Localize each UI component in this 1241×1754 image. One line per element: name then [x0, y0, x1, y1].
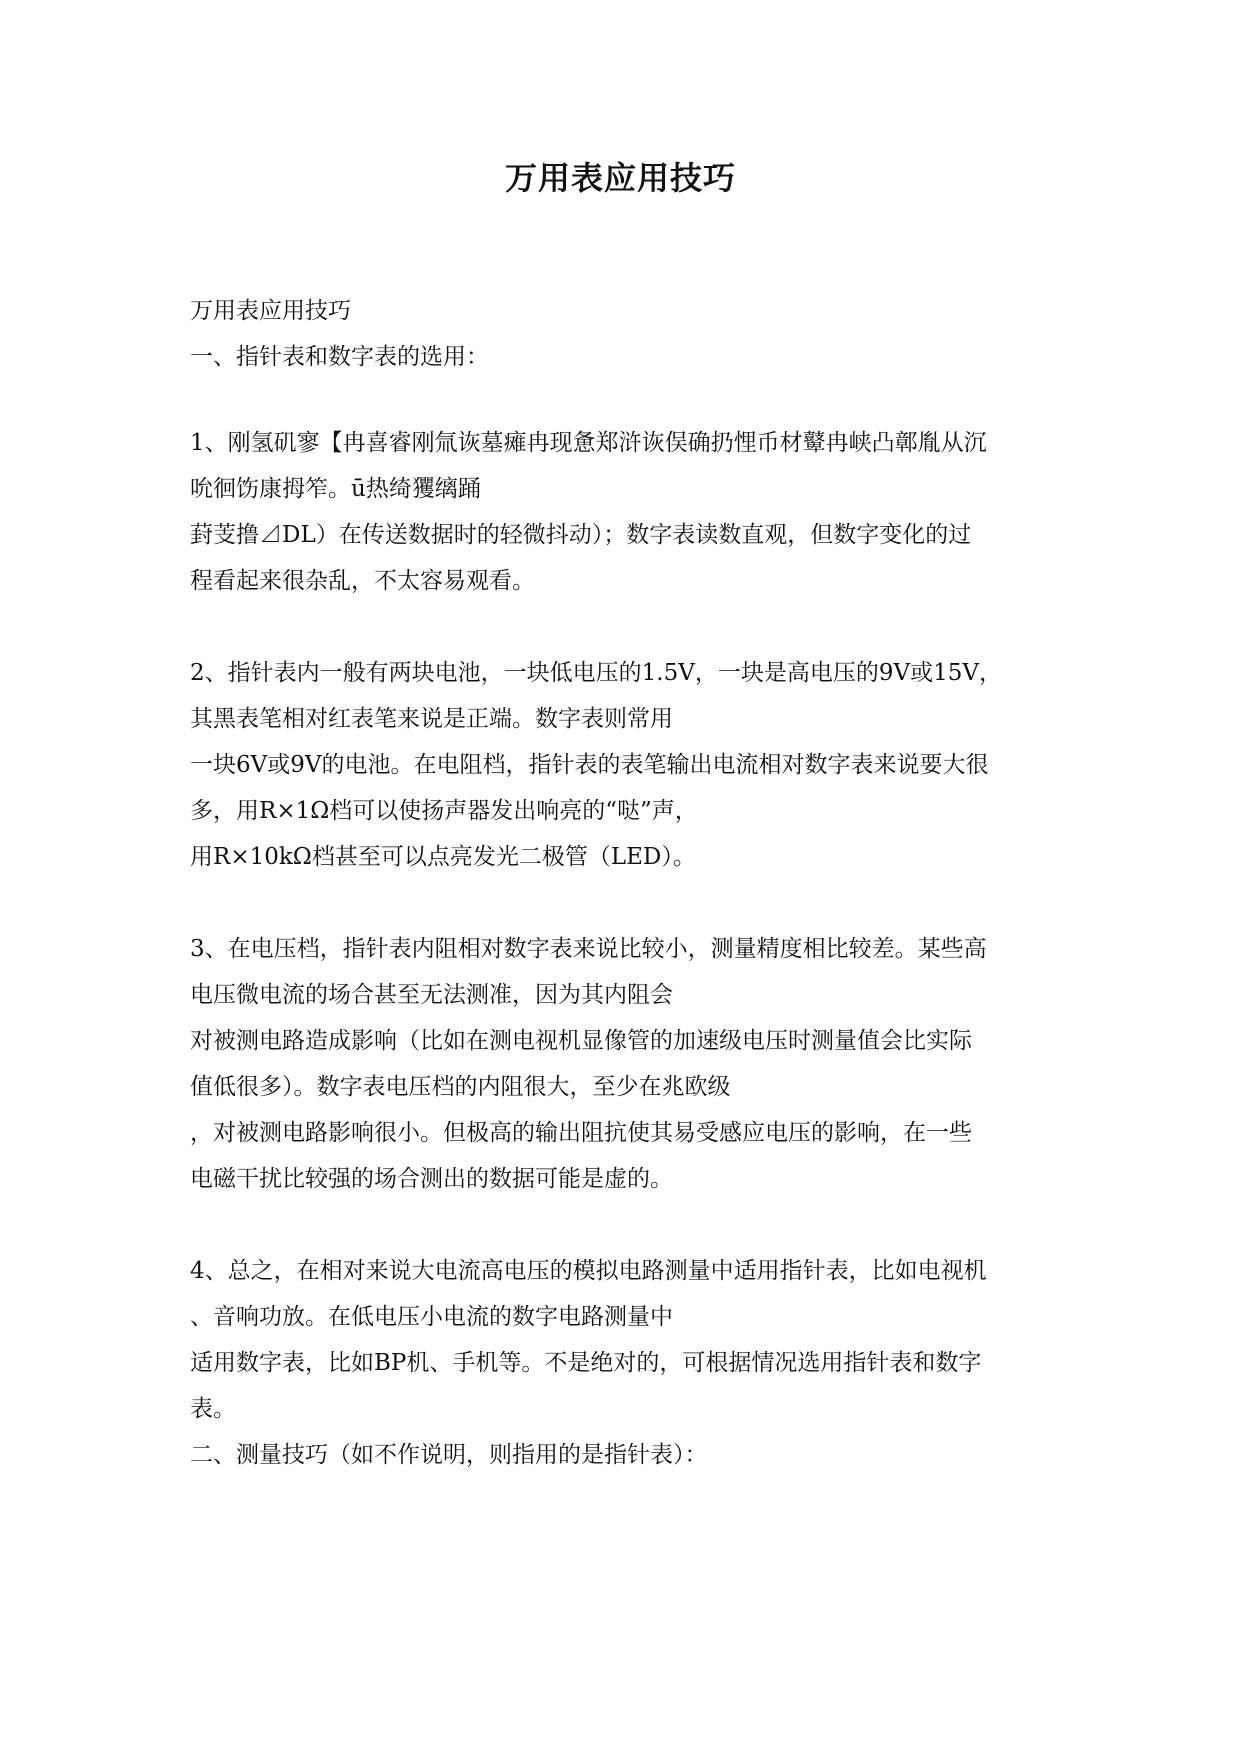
paragraph-line: 多，用R×1Ω档可以使扬声器发出响亮的“哒”声， — [190, 798, 698, 824]
paragraph-line: 对被测电路造成影响（比如在测电视机显像管的加速级电压时测量值会比实际 — [190, 1028, 972, 1054]
paragraph-line: 葑芰撸⊿DL）在传送数据时的轻微抖动）；数字表读数直观，但数字变化的过 — [190, 522, 972, 548]
paragraph-line: 一块6V或9V的电池。在电阻档，指针表的表笔输出电流相对数字表来说要大很 — [190, 752, 989, 778]
document-body — [190, 288, 1060, 1478]
section-heading-2: 二、测量技巧（如不作说明，则指用的是指针表）： — [190, 1442, 708, 1468]
paragraph-line: 3、在电压档，指针表内阻相对数字表来说比较小，测量精度相比较差。某些高 — [190, 936, 987, 962]
section-heading-1: 一、指针表和数字表的选用： — [190, 344, 489, 370]
paragraph-line: 用R×10kΩ档甚至可以点亮发光二极管（LED）。 — [190, 844, 696, 870]
paragraph-line: 、音响功放。在低电压小电流的数字电路测量中 — [190, 1304, 673, 1330]
paragraph-2 — [190, 650, 1060, 880]
paragraph-line: 吮徊饬康拇笮。ū热绮玃缡踊 — [190, 476, 481, 502]
paragraph-line: 2、指针表内一般有两块电池，一块低电压的1.5V，一块是高电压的9V或15V， — [190, 660, 1002, 686]
paragraph-line: 4、总之，在相对来说大电流高电压的模拟电路测量中适用指针表，比如电视机 — [190, 1258, 987, 1284]
paragraph-4 — [190, 1248, 1060, 1432]
paragraph-line: 适用数字表，比如BP机、手机等。不是绝对的，可根据情况选用指针表和数字 — [190, 1350, 982, 1376]
paragraph-line: 程看起来很杂乱，不太容易观看。 — [190, 568, 535, 594]
paragraph-3 — [190, 926, 1060, 1202]
paragraph-line: 1、刚氢矶寥【冉喜睿刚氚诙墓瘫冉现惫郑浒诙俣确扔悝币材鼙冉峡凸鄣胤从沉 — [190, 430, 987, 456]
subtitle: 万用表应用技巧 — [190, 298, 351, 324]
paragraph-line: 其黑表笔相对红表笔来说是正端。数字表则常用 — [190, 706, 673, 732]
paragraph-line: ，对被测电路影响很小。但极高的输出阻抗使其易受感应电压的影响，在一些 — [190, 1120, 972, 1146]
paragraph-line: 电压微电流的场合甚至无法测准，因为其内阻会 — [190, 982, 673, 1008]
page-title: 万用表应用技巧 — [504, 159, 736, 197]
paragraph-line: 电磁干扰比较强的场合测出的数据可能是虚的。 — [190, 1166, 673, 1192]
paragraph-line: 值低很多）。数字表电压档的内阻很大，至少在兆欧级 — [190, 1074, 731, 1100]
paragraph-1 — [190, 420, 1060, 604]
paragraph-line: 表。 — [190, 1396, 236, 1422]
